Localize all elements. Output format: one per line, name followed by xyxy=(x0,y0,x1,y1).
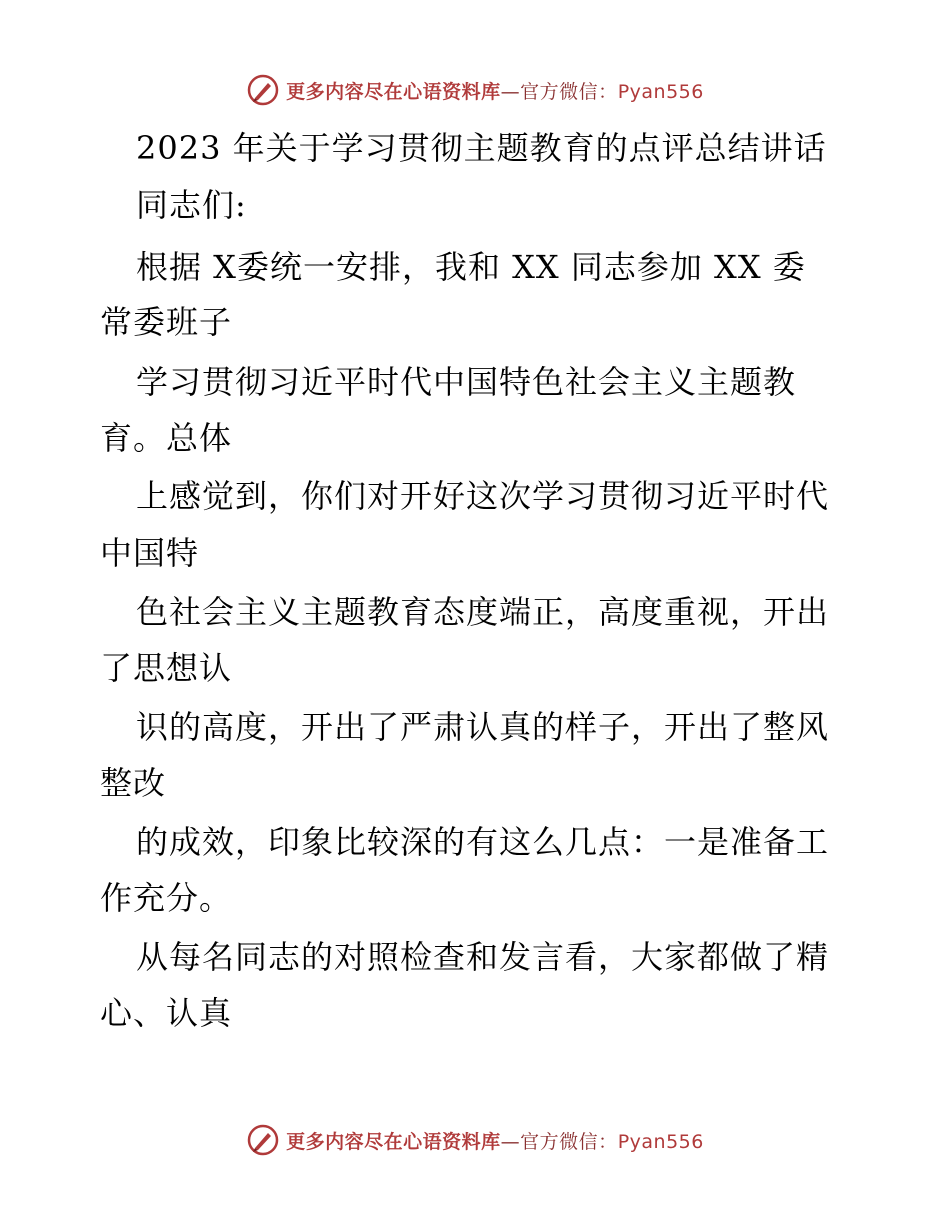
watermark-text xyxy=(286,77,704,104)
document-title: 2023 年关于学习贯彻主题教育的点评总结讲话 xyxy=(136,129,827,167)
paragraph-line: 上感觉到，你们对开好这次学习贯彻习近平时代 xyxy=(136,477,830,515)
paragraph-line: 作充分。 xyxy=(100,879,233,917)
paragraph-line: 整改 xyxy=(100,764,167,802)
watermark-wechat-label: 官方微信： xyxy=(520,1130,618,1153)
watermark-separator: — xyxy=(500,80,521,103)
paragraph-line: 常委班子 xyxy=(100,303,233,341)
paragraph-line: 识的高度，开出了严肃认真的样子，开出了整风 xyxy=(136,708,830,746)
watermark-text xyxy=(286,1127,704,1154)
watermark-main: 更多内容尽在心语资料库 xyxy=(286,1130,501,1153)
footer-watermark xyxy=(0,1120,950,1160)
paragraph-line: 心、认真 xyxy=(100,994,233,1032)
paragraph-line: 的成效，印象比较深的有这么几点：一是准备工 xyxy=(136,823,830,861)
watermark-main: 更多内容尽在心语资料库 xyxy=(286,80,501,103)
paragraph-line: 了思想认 xyxy=(100,649,233,687)
paragraph-line: 中国特 xyxy=(100,534,200,572)
pen-logo-icon xyxy=(246,1123,280,1157)
watermark-wechat-id: Pyan556 xyxy=(617,1130,704,1153)
header-watermark xyxy=(0,70,950,110)
paragraph-line: 育。总体 xyxy=(100,419,233,457)
paragraph-line: 同志们: xyxy=(136,186,247,224)
watermark-separator: — xyxy=(500,1130,521,1153)
paragraph-line: 从每名同志的对照检查和发言看，大家都做了精 xyxy=(136,938,830,976)
paragraph-line: 学习贯彻习近平时代中国特色社会主义主题教 xyxy=(136,363,797,401)
watermark-wechat-id: Pyan556 xyxy=(617,80,704,103)
paragraph-line: 根据 X委统一安排，我和 XX 同志参加 XX 委 xyxy=(136,248,806,286)
watermark-wechat-label: 官方微信： xyxy=(520,80,618,103)
paragraph-line: 色社会主义主题教育态度端正，高度重视，开出 xyxy=(136,593,830,631)
pen-logo-icon xyxy=(246,73,280,107)
